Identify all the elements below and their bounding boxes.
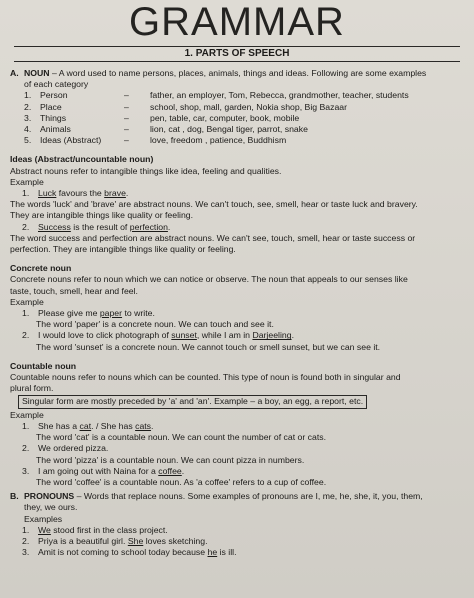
category-examples: love, freedom , patience, Buddhism <box>150 135 287 146</box>
category-dash: – <box>124 112 129 123</box>
countable-example-label: Example <box>10 409 44 420</box>
abstract-example-2-note-cont: perfection. They are intangible things like quality or feeling. <box>10 244 236 255</box>
category-number: 5. <box>24 135 32 146</box>
noun-letter: A. <box>10 68 19 78</box>
category-number: 3. <box>24 112 32 123</box>
pronoun-definition <box>10 491 464 502</box>
concrete-heading: Concrete noun <box>10 263 72 274</box>
concrete-example-1: 1. Please give me paper to write. <box>22 308 155 319</box>
abstract-example-1-note-cont: They are intangible things like quality or feeling. <box>10 210 194 221</box>
noun-definition-text: – A word used to name persons, places, animals, things and ideas. Following are some examples <box>49 68 427 78</box>
abstract-heading: Ideas (Abstract/uncountable noun) <box>10 154 154 165</box>
countable-example-2-note: The word 'pizza' is a countable noun. We can count pizza in numbers. <box>36 454 305 465</box>
pronoun-example-2: 2. Priya is a beautiful girl. She loves sketching. <box>22 535 208 546</box>
pronoun-definition-cont: they, we ours. <box>24 502 78 513</box>
countable-example-1-note: The word 'cat' is a countable noun. We can count the number of cat or cats. <box>36 432 327 443</box>
category-number: 1. <box>24 90 32 101</box>
countable-example-3-note: The word 'coffee' is a countable noun. As 'a coffee' refers to a cup of coffee. <box>36 476 327 487</box>
category-number: 2. <box>24 101 32 112</box>
countable-intro: Countable nouns refer to nouns which can be counted. This type of noun is found both in singular and <box>10 372 401 383</box>
concrete-example-2-note: The word 'sunset' is a concrete noun. We cannot touch or smell sunset, but we can see it. <box>36 341 381 352</box>
category-examples: lion, cat , dog, Bengal tiger, parrot, snake <box>150 124 308 135</box>
abstract-intro: Abstract nouns refer to intangible things like idea, feeling and qualities. <box>10 165 282 176</box>
pronoun-example-label: Examples <box>24 513 63 524</box>
pronoun-definition-text: – Words that replace nouns. Some examples of pronouns are I, me, he, she, it, you, them, <box>74 491 423 502</box>
abstract-example-2-note: The word success and perfection are abstract nouns. We can't see, touch, smell, hear or taste success or <box>10 232 416 243</box>
countable-example-1: 1. She has a cat. / She has cats. <box>22 420 154 431</box>
pronoun-example-3: 3. Amit is not coming to school today because he is ill. <box>22 547 237 558</box>
countable-example-3: 3. I am going out with Naina for a coffee. <box>22 465 185 476</box>
noun-term: NOUN <box>24 68 50 78</box>
noun-definition-cont: of each category <box>24 79 89 90</box>
noun-definition <box>10 68 464 79</box>
countable-heading: Countable noun <box>10 360 77 371</box>
countable-example-2: 2. We ordered pizza. <box>22 443 109 454</box>
section-heading: 1. PARTS OF SPEECH <box>14 46 460 62</box>
abstract-example-label: Example <box>10 176 44 187</box>
concrete-intro: Concrete nouns refer to noun which we can notice or observe. The noun that appeals to our senses like <box>10 274 408 285</box>
noun-categories <box>10 90 464 146</box>
category-dash: – <box>124 124 129 135</box>
concrete-example-2: 2. I would love to click photograph of sunset, while I am in Darjeeling. <box>22 330 294 341</box>
page-content <box>10 68 464 558</box>
category-dash: – <box>124 90 129 101</box>
countable-intro-cont: plural form. <box>10 383 54 394</box>
abstract-example-2: 2. Success is the result of perfection. <box>22 221 171 232</box>
category-examples: pen, table, car, computer, book, mobile <box>150 112 300 123</box>
concrete-example-1-note: The word 'paper' is a concrete noun. We can touch and see it. <box>36 319 274 330</box>
category-name: Person <box>40 90 68 101</box>
pronoun-example-1: 1. We stood first in the class project. <box>22 524 168 535</box>
category-name: Things <box>40 112 67 123</box>
concrete-intro-cont: taste, touch, smell, hear and feel. <box>10 285 138 296</box>
category-name: Animals <box>40 124 71 135</box>
category-dash: – <box>124 101 129 112</box>
page-title: GRAMMAR <box>129 0 345 44</box>
pronoun-letter: B. <box>10 491 19 502</box>
abstract-example-1-note: The words 'luck' and 'brave' are abstract nouns. We can't touch, see, smell, hear or taste luck and bravery. <box>10 199 418 210</box>
category-name: Ideas (Abstract) <box>40 135 102 146</box>
category-number: 4. <box>24 124 32 135</box>
category-name: Place <box>40 101 62 112</box>
countable-boxed-note: Singular form are mostly preceded by 'a' and 'an'. Example – a boy, an egg, a report, etc. <box>18 395 367 408</box>
abstract-example-1: 1. Luck favours the brave. <box>22 188 129 199</box>
category-examples: school, shop, mall, garden, Nokia shop, Big Bazaar <box>150 101 348 112</box>
pronoun-term: PRONOUNS <box>24 491 75 502</box>
concrete-example-label: Example <box>10 296 44 307</box>
category-examples: father, an employer, Tom, Rebecca, grandmother, teacher, students <box>150 90 409 101</box>
category-dash: – <box>124 135 129 146</box>
